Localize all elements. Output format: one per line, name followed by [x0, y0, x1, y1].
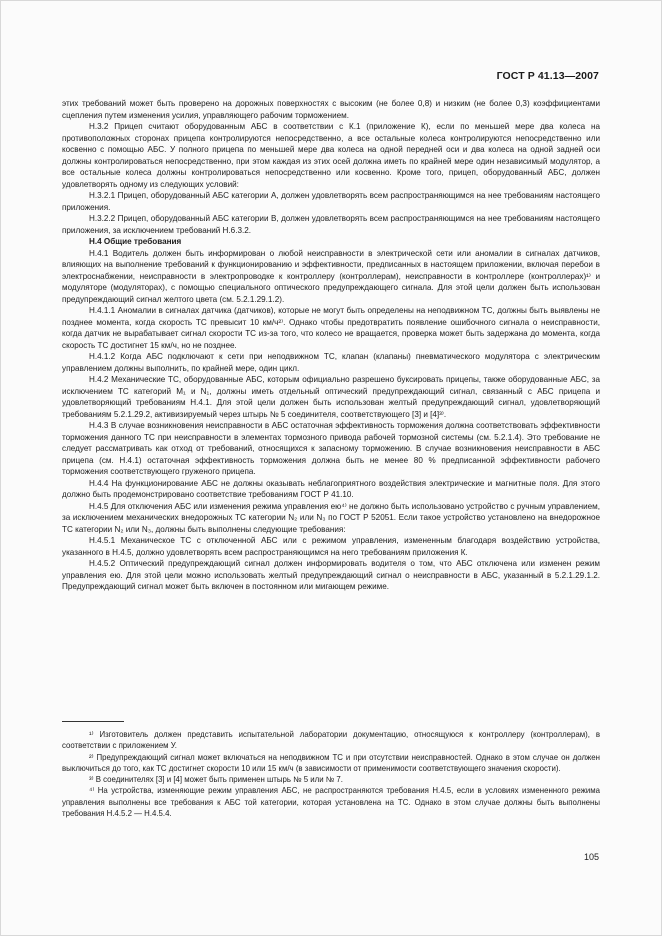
page-number: 105 — [583, 852, 599, 862]
body-text — [62, 98, 600, 593]
paragraph: Н.4.5.2 Оптический предупреждающий сигнал должен информировать водителя о том, что АБС отключена или изменен режим управления ею. Для этой цели можно использовать желтый предупреждающий сигнал о неисправности в АБС, указанный в 5.2.1.29.1.2. Предупреждающий сигнал может быть включен в постоянном или мигающем режиме. — [62, 559, 600, 591]
paragraph: Н.4.5.1 Механическое ТС с отключенной АБС или с режимом управления, измененным благодаря воздействию устройства, указанного в Н.4.5, должно удовлетворять всем распространяющимся на него требованиям приложения К. — [62, 536, 600, 557]
paragraph: Н.3.2 Прицеп считают оборудованным АБС в соответствии с К.1 (приложение К), если по меньшей мере два колеса на противоположных сторонах прицепа контролируются непосредственно, а все остальные колеса контролируются непосредственно или косвенно с помощью АБС. У полного прицепа по меньшей мере два колеса на одной передней оси и два колеса на одной задней оси должны контролироваться непосредственно, при этом каждая из этих осей должна иметь по крайней мере один независимый модулятор, а все остальные колеса должны контролироваться непосредственно или косвенно. Кроме того, прицеп, оборудованный АБС, должен удовлетворять одному из следующих условий: — [62, 122, 600, 189]
paragraph: Н.4.1.1 Аномалии в сигналах датчика (датчиков), которые не могут быть определены на неподвижном ТС, должны быть выявлены не позднее момента, когда скорость ТС превысит 10 км/ч²⁾. Однако чтобы предотвратить появление ошибочного сигнала о неисправности, когда датчик не вырабатывает сигнал скорости ТС из-за того, что колесо не вращается, проверка может быть задержана до момента, когда скорость ТС достигнет 15 км/ч, но не позднее. — [62, 306, 600, 350]
paragraph: Н.3.2.1 Прицеп, оборудованный АБС категории А, должен удовлетворять всем распространяющимся на нее требованиям настоящего приложения. — [62, 191, 600, 212]
paragraph: этих требований может быть проверено на дорожных поверхностях с высоким (не более 0,8) и низким (не более 0,3) коэффициентами сцепления путем изменения усилия, управляющего рабочим торможением. — [62, 99, 600, 120]
footnotes — [62, 729, 600, 819]
footnote: ³⁾ В соединителях [3] и [4] может быть применен штырь № 5 или № 7. — [89, 775, 343, 785]
paragraph: Н.4.4 На функционирование АБС не должны оказывать неблагоприятного воздействия электрические и магнитные поля. Для этого должно быть продемонстрировано соответствие требованиям ГОСТ Р 41.10. — [62, 478, 600, 499]
paragraph: Н.4.1 Водитель должен быть информирован о любой неисправности в электрической сети или аномалии в сигналах датчиков, влияющих на выполнение требований к функционированию и эффективности, предписанных в настоящем приложении, включая перебои в электроснабжении, неисправности в электропроводке к контроллеру (контроллерам), неисправности в контроллере (контроллерах)¹⁾ и модуляторе (модуляторах), с помощью специального оптического предупреждающего сигнала. Для этой цели должен быть использован предупреждающий сигнал желтого цвета (см. 5.2.1.29.1.2). — [62, 248, 600, 304]
paragraph: Н.4.1.2 Когда АБС подключают к сети при неподвижном ТС, клапан (клапаны) пневматического модулятора с электрическим управлением должны выполнить, по крайней мере, один цикл. — [62, 352, 600, 373]
paragraph: Н.4.3 В случае возникновения неисправности в АБС остаточная эффективность торможения должна соответствовать эффективности торможения данного ТС при неисправности в элементах тормозного привода рабочей тормозной системы (см. 5.2.1.4). Это требование не следует рассматривать как отход от требований, относящихся к запасному торможению. В случае возникновения неисправности в АБС прицепа (см. Н.4.1) остаточная эффективность торможения должна быть не менее 80 % предписанной эффективности рабочего торможения соответствующего груженого прицепа. — [62, 421, 600, 476]
footnote-divider — [62, 721, 124, 722]
footnote: ⁴⁾ На устройства, изменяющие режим управления АБС, не распространяются требования Н.4.5, если в условиях измененного режима управления выполнены все требования к АБС той категории, которая установлена на ТС. Однако в этом случае должны быть выполнены требования Н.4.5.2 — Н.4.5.4. — [62, 786, 600, 819]
paragraph: Н.4.5 Для отключения АБС или изменения режима управления ею⁴⁾ не должно быть использовано устройство с ручным управлением, за исключением механических внедорожных ТС категории N₂ или N₃ по ГОСТ Р 52051. Если такое устройство установлено на внедорожное ТС категории N₂ или N₃, должны быть выполнены следующие требования: — [62, 501, 600, 534]
standard-header: ГОСТ Р 41.13—2007 — [496, 70, 599, 82]
footnote: ¹⁾ Изготовитель должен представить испытательной лаборатории документацию, относящуюся к контроллеру (контроллерам), в соответствии с приложением У. — [62, 730, 600, 751]
footnote: ²⁾ Предупреждающий сигнал может включаться на неподвижном ТС и при отсутствии неисправностей. Однако в этом случае он должен выключиться до того, как ТС достигнет скорости 10 или 15 км/ч (в зависимости от применимости соответствующего значения скорости). — [62, 752, 600, 773]
paragraph: Н.3.2.2 Прицеп, оборудованный АБС категории В, должен удовлетворять всем распространяющимся на нее требованиям настоящего приложения, за исключением требований Н.6.3.2. — [62, 214, 600, 235]
paragraph: Н.4.2 Механические ТС, оборудованные АБС, которым официально разрешено буксировать прицепы, также оборудованные АБС, за исключением ТС категорий М₁ и N₁, должны иметь отдельный оптический предупреждающий сигнал, связанный с АБС прицепа и удовлетворяющий требованиям Н.4.1. Для этой цели должен быть использован желтый предупреждающий сигнал, удовлетворяющий требованиям 5.2.1.29.2, активизируемый через штырь № 5 соединителя, соответствующего [3] и [4]³⁾. — [62, 375, 600, 419]
section-heading: Н.4 Общие требования — [89, 237, 182, 246]
